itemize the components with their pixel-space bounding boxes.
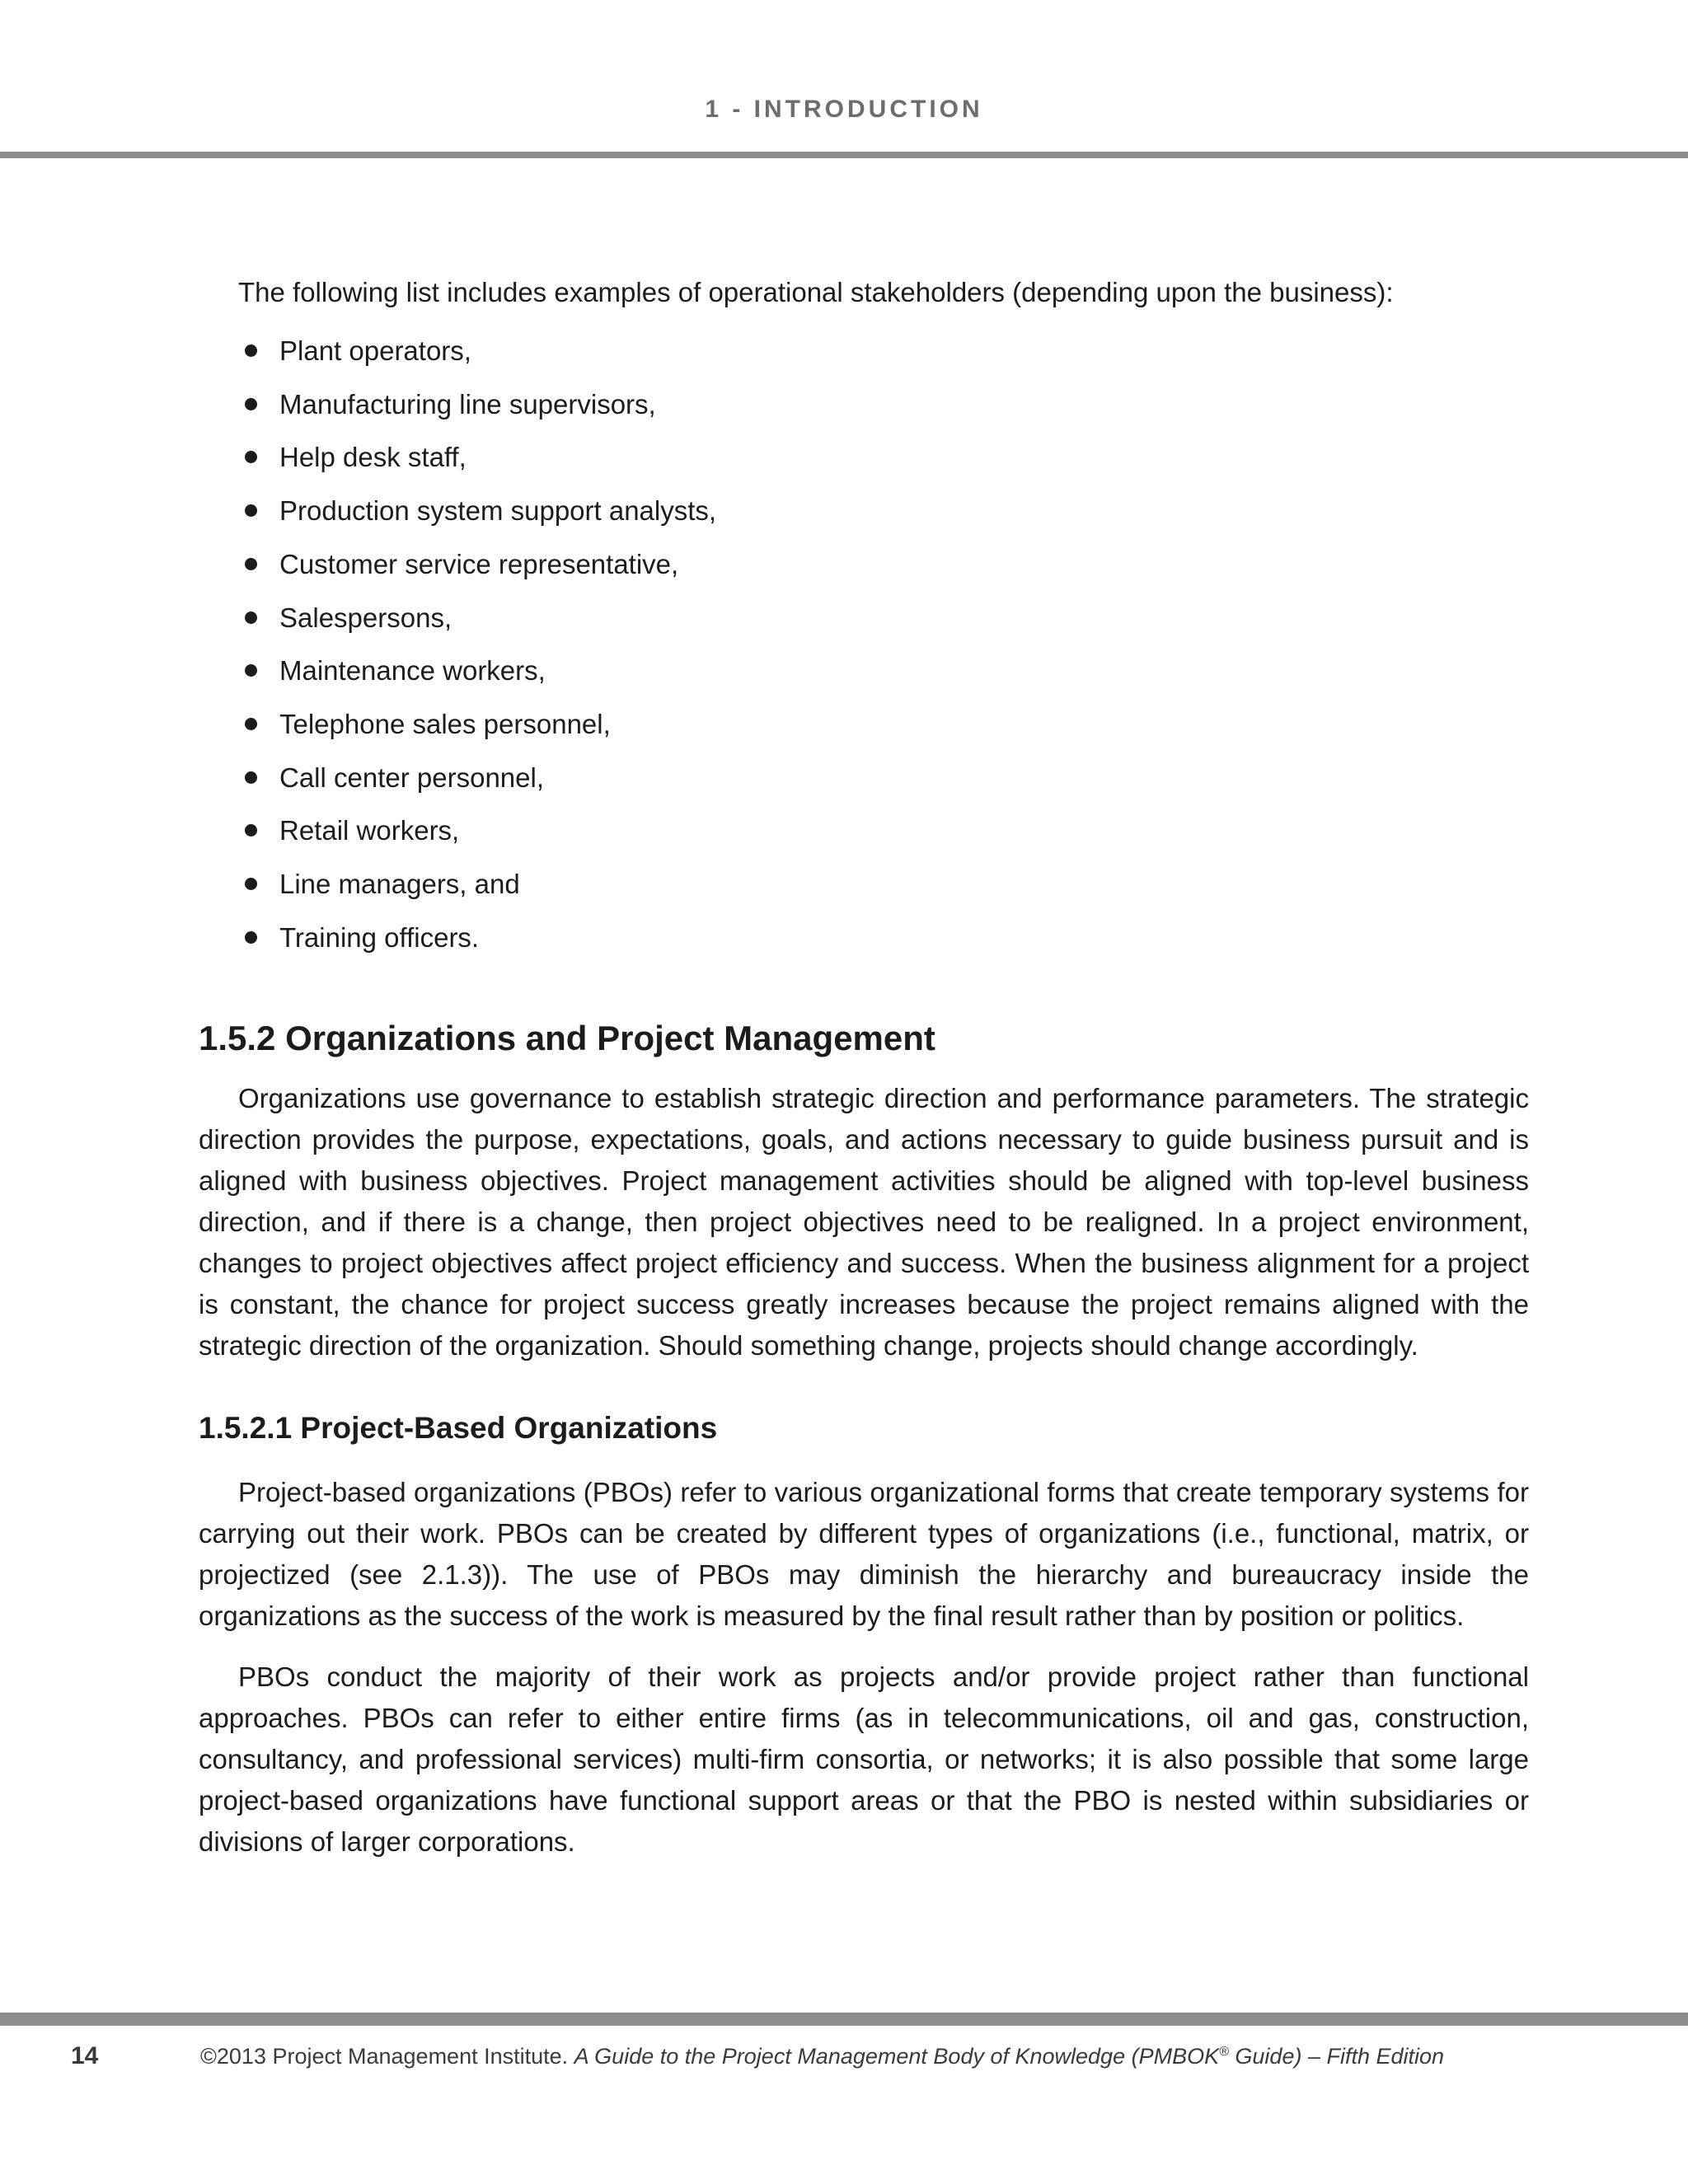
list-item-text: Production system support analysts,	[279, 495, 717, 527]
subsection-paragraph-2: PBOs conduct the majority of their work as projects and/or provide project rather than functional approaches. PBOs can refer to either entire firms (as in telecommunications, oil and gas, construction, consultancy, and professional services) multi-firm consortia, or networks; it is also possible that some large project-based organizations have functional support areas or that the PBO is nested within subsidiaries or divisions of larger corporations.	[199, 1661, 1529, 1858]
footer-citation	[200, 2044, 1444, 2069]
list-item-text: Training officers.	[279, 921, 480, 953]
list-item-text: Manufacturing line supervisors,	[279, 388, 656, 419]
list-item	[279, 752, 1529, 805]
bullet-icon	[245, 504, 257, 517]
running-header: 1 - INTRODUCTION	[705, 96, 983, 123]
bullet-icon	[245, 558, 257, 570]
subsection-paragraph-1: Project-based organizations (PBOs) refer to various organizational forms that create temporary systems for carrying out their work. PBOs can be created by different types of organizations (i.e., functional, matrix, or projectized (see 2.1.3)). The use of PBOs may diminish the hierarchy and bureaucracy inside the organizations as the success of the work is measured by the final result rather than by position or politics.	[199, 1477, 1529, 1632]
page-content	[199, 272, 1529, 1863]
list-item-text: Telephone sales personnel,	[279, 708, 611, 739]
list-item	[279, 698, 1529, 752]
list-item	[279, 858, 1529, 912]
list-item-text: Maintenance workers,	[279, 655, 546, 687]
intro-paragraph: The following list includes examples of operational stakeholders (depending upon the business):	[238, 277, 1394, 307]
bullet-icon	[245, 398, 257, 410]
stakeholder-list	[199, 325, 1529, 964]
list-item-text: Call center personnel,	[279, 762, 545, 793]
footer-book-title-part2: Guide) – Fifth Edition	[1235, 2044, 1445, 2069]
list-item-text: Line managers, and	[279, 869, 520, 900]
header-rule	[0, 152, 1688, 158]
registered-mark: ®	[1219, 2045, 1229, 2059]
bullet-icon	[245, 344, 257, 357]
bullet-icon	[245, 664, 257, 677]
list-item	[279, 378, 1529, 432]
section-paragraph: Organizations use governance to establish strategic direction and performance parameters. The strategic direction provides the purpose, expectations, goals, and actions necessary to guide business pursuit and is aligned with business objectives. Project management activities should be aligned with top-level business direction, and if there is a change, then project objectives need to be realigned. In a project environment, changes to project objectives affect project efficiency and success. When the business alignment for a project is constant, the chance for project success greatly increases because the project remains aligned with the strategic direction of the organization. Should something change, projects should change accordingly.	[199, 1083, 1529, 1361]
subsection-heading: 1.5.2.1 Project-Based Organizations	[199, 1411, 718, 1446]
list-item	[279, 538, 1529, 592]
list-item	[279, 592, 1529, 645]
footer-copyright: ©2013 Project Management Institute.	[200, 2044, 569, 2069]
list-item-text: Plant operators,	[279, 335, 471, 366]
page-number: 14	[71, 2042, 99, 2069]
list-item	[279, 431, 1529, 485]
bullet-icon	[245, 771, 257, 784]
bullet-icon	[245, 878, 257, 890]
list-item-text: Salespersons,	[279, 602, 452, 633]
section-heading: 1.5.2 Organizations and Project Management	[199, 1019, 935, 1058]
list-item-text: Retail workers,	[279, 815, 460, 846]
bullet-icon	[245, 612, 257, 624]
list-item	[279, 485, 1529, 538]
list-item-text: Help desk staff,	[279, 442, 467, 473]
bullet-icon	[245, 451, 257, 463]
list-item	[279, 325, 1529, 378]
list-item-text: Customer service representative,	[279, 548, 679, 579]
list-item	[279, 804, 1529, 858]
bullet-icon	[245, 718, 257, 730]
footer-book-title	[574, 2044, 1444, 2069]
bullet-icon	[245, 931, 257, 944]
footer-book-title-part1: A Guide to the Project Management Body of Knowledge (PMBOK	[574, 2044, 1220, 2069]
bullet-icon	[245, 824, 257, 837]
list-item	[279, 912, 1529, 965]
list-item	[279, 644, 1529, 698]
footer-rule	[0, 2013, 1688, 2026]
